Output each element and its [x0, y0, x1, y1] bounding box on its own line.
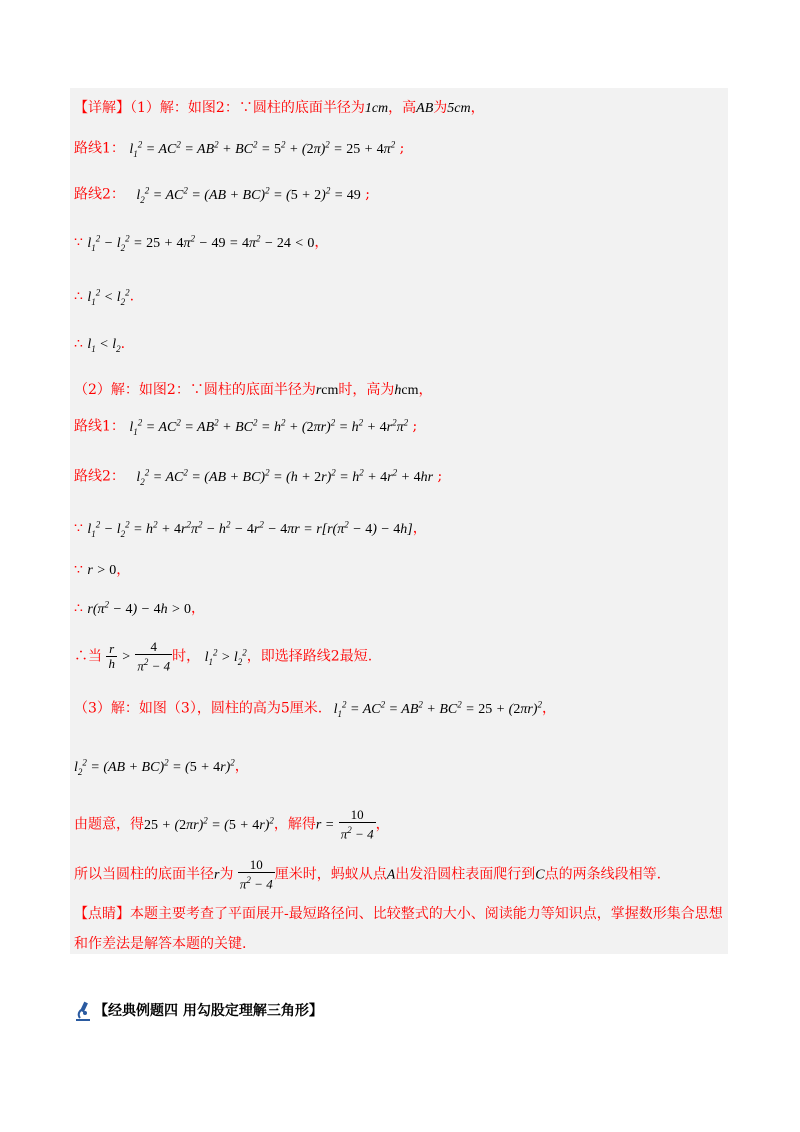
part1-intro: 【详解】（1）解：如图2：∵圆柱的底面半径为1cm，高AB为5cm，: [74, 100, 485, 116]
route2-formula: 路线2： $l_2^2 = AC^2 = (AB + BC)^2 = (5 + 2)^2 = 49$ ;: [74, 185, 370, 205]
comment-line-1: 【点睛】本题主要考查了平面展开-最短路径问、比较整式的大小、阅读能力等知识点，掌握数形集合思想: [74, 906, 723, 922]
part2-intro: （2）解：如图2：∵圆柱的底面半径为rcm时，高为hcm，: [74, 382, 433, 398]
microscope-icon: [74, 1000, 92, 1022]
route1-general: 路线1： $l_1^2 = AC^2 = AB^2 + BC^2 = h^2 + (2\pi r)^2 = h^2 + 4r^2\pi^2$ ;: [74, 417, 418, 437]
route2-part3: $l_2^2 = (AB + BC)^2 = (5 + 4r)^2$，: [74, 757, 249, 777]
part2-conclusion: ∴当 $\frac{r}{h}$ > $\frac{4}{\pi^2 - 4}$ 时， $l_1^2 > l_2^2$，即选择路线2最短.: [74, 639, 373, 674]
difference-1: ∵ $l_1^2 - l_2^2 = 25 + 4\pi^2 - 49 = 4\pi^2 - 24 < 0$，: [74, 233, 329, 253]
comment-line-2: 和作差法是解答本题的关键.: [74, 936, 247, 952]
inequality: ∴ $r(\pi^2 - 4) - 4h > 0$，: [74, 599, 206, 617]
r-positive: ∵ r > 0，: [74, 562, 131, 578]
part3-intro: （3）解：如图（3），圆柱的高为5厘米. $l_1^2 = AC^2 = AB^2 + BC^2 = 25 + (2\pi r)^2$，: [74, 699, 556, 719]
compare-square: ∴ $l_1^2 < l_2^2$.: [74, 287, 135, 307]
solution-label: 【详解】: [74, 100, 130, 116]
route2-general: 路线2： $l_2^2 = AC^2 = (AB + BC)^2 = (h + 2r)^2 = h^2 + 4r^2 + 4hr$ ;: [74, 467, 443, 487]
comment-label: 【点睛】: [74, 906, 130, 922]
route1-formula: 路线1： $l_1^2 = AC^2 = AB^2 + BC^2 = 5^2 + (2\pi)^2 = 25 + 4\pi^2$ ;: [74, 139, 405, 159]
equation-solve: 由题意，得$25 + (2\pi r)^2 = (5 + 4r)^2$，解得r = $\frac{10}{\pi^2 - 4}$ ，: [74, 807, 390, 842]
section-heading: 【经典例题四 用勾股定理解三角形】: [74, 1000, 323, 1022]
difference-2: ∵ $l_1^2 - l_2^2 = h^2 + 4r^2\pi^2 - h^2 - 4r^2 - 4\pi r = r[r(\pi^2 - 4) - 4h]$，: [74, 519, 427, 539]
part3-conclusion: 所以当圆柱的底面半径r为 $\frac{10}{\pi^2 - 4}$ 厘米时，蚂蚁从点A出发沿圆柱表面爬行到C点的两条线段相等.: [74, 857, 662, 892]
compare-length: ∴ $l_1 < l_2$.: [74, 336, 126, 354]
